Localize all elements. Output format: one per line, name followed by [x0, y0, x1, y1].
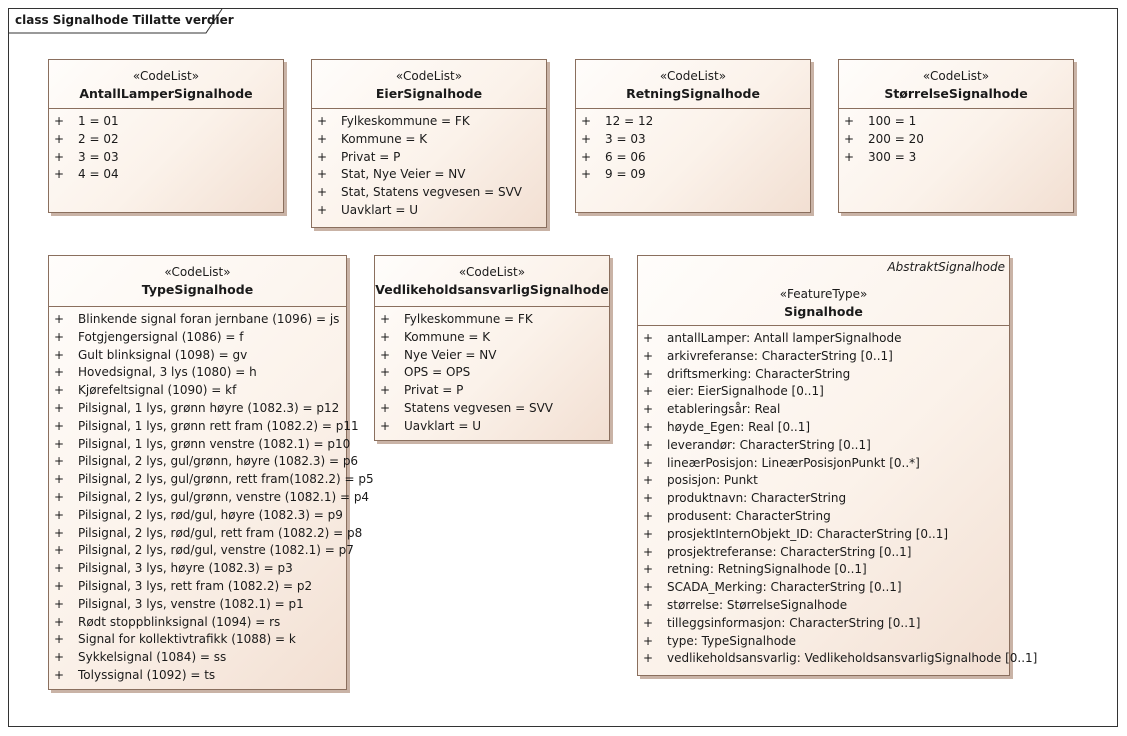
attribute-text: størrelse: StørrelseSignalhode — [667, 597, 848, 612]
visibility-plus: + — [317, 185, 328, 200]
attribute-text: 12 = 12 — [605, 114, 654, 128]
attribute-text: Uavklart = U — [404, 418, 481, 433]
attribute-text: Fylkeskommune = FK — [404, 312, 533, 326]
attribute-item[interactable] — [375, 400, 609, 418]
attribute-item[interactable] — [839, 149, 1073, 167]
visibility-plus: + — [380, 329, 391, 344]
visibility-plus: + — [380, 365, 391, 380]
attribute-item[interactable] — [576, 149, 810, 167]
class-name: StørrelseSignalhode — [884, 86, 1028, 101]
visibility-plus: + — [317, 114, 328, 128]
attribute-item[interactable] — [638, 508, 1009, 526]
attribute-item[interactable] — [638, 615, 1009, 633]
visibility-plus: + — [643, 580, 654, 595]
attribute-item[interactable] — [49, 525, 363, 543]
attribute-item[interactable] — [49, 471, 374, 489]
attribute-text: Statens vegvesen = SVV — [404, 400, 553, 415]
attribute-text: Pilsignal, 3 lys, venstre (1082.1) = p1 — [78, 596, 304, 611]
visibility-plus: + — [643, 455, 654, 470]
attribute-text: Pilsignal, 3 lys, rett fram (1082.2) = p2 — [78, 578, 313, 593]
class-name: Signalhode — [784, 304, 863, 319]
attribute-text: Tolyssignal (1092) = ts — [78, 667, 216, 682]
visibility-plus: + — [643, 331, 654, 345]
attribute-text: antallLamper: Antall lamperSignalhode — [667, 331, 902, 345]
attribute-item[interactable] — [49, 166, 283, 184]
attribute-text: leverandør: CharacterString [0..1] — [667, 437, 871, 452]
visibility-plus: + — [54, 596, 65, 611]
attribute-list — [839, 109, 1073, 166]
attribute-item[interactable] — [839, 113, 1073, 131]
visibility-plus: + — [54, 578, 65, 593]
attribute-item[interactable] — [638, 490, 1009, 508]
attribute-text: prosjektInternObjekt_ID: CharacterString [0..1] — [667, 526, 949, 541]
attribute-list — [375, 307, 609, 436]
attribute-text: Pilsignal, 1 lys, grønn høyre (1082.3) = p12 — [78, 400, 340, 415]
attribute-item[interactable] — [49, 631, 346, 649]
class-header — [576, 60, 810, 109]
attribute-item[interactable] — [49, 596, 346, 614]
visibility-plus: + — [844, 149, 855, 164]
stereotype-label: «CodeList» — [659, 69, 727, 83]
attribute-text: Pilsignal, 2 lys, rød/gul, venstre (1082.1) = p7 — [78, 543, 354, 558]
attribute-text: OPS = OPS — [404, 365, 471, 380]
visibility-plus: + — [54, 329, 65, 344]
attribute-text: Stat, Statens vegvesen = SVV — [341, 185, 522, 200]
visibility-plus: + — [581, 131, 592, 146]
attribute-item[interactable] — [375, 364, 609, 382]
attribute-item[interactable] — [49, 578, 346, 596]
attribute-text: Pilsignal, 1 lys, grønn rett fram (1082.2) = p11 — [78, 418, 359, 433]
attribute-text: Signal for kollektivtrafikk (1088) = k — [78, 632, 296, 647]
visibility-plus: + — [643, 544, 654, 559]
attribute-item[interactable] — [576, 131, 810, 149]
visibility-plus: + — [380, 312, 391, 326]
attribute-item[interactable] — [638, 597, 1009, 615]
visibility-plus: + — [643, 419, 654, 434]
attribute-item[interactable] — [49, 418, 359, 436]
attribute-item[interactable] — [49, 507, 346, 525]
visibility-plus: + — [54, 418, 65, 433]
attribute-item[interactable] — [49, 667, 346, 685]
attribute-list — [49, 307, 374, 685]
attribute-item[interactable] — [638, 650, 1038, 668]
attribute-item[interactable] — [576, 113, 810, 131]
attribute-item[interactable] — [638, 419, 1009, 437]
visibility-plus: + — [581, 167, 592, 182]
attribute-text: Rødt stoppblinksignal (1094) = rs — [78, 614, 281, 629]
visibility-plus: + — [643, 366, 654, 381]
visibility-plus: + — [54, 472, 65, 487]
attribute-text: Pilsignal, 2 lys, gul/grønn, rett fram(1082.2) = p5 — [78, 472, 374, 487]
attribute-text: posisjon: Punkt — [667, 473, 758, 488]
visibility-plus: + — [643, 473, 654, 488]
attribute-text: SCADA_Merking: CharacterString [0..1] — [667, 580, 902, 595]
attribute-text: Pilsignal, 3 lys, høyre (1082.3) = p3 — [78, 561, 293, 576]
attribute-item[interactable] — [49, 453, 359, 471]
visibility-plus: + — [317, 149, 328, 164]
attribute-item[interactable] — [49, 614, 346, 632]
attribute-item[interactable] — [312, 166, 546, 184]
attribute-text: retning: RetningSignalhode [0..1] — [667, 562, 867, 577]
visibility-plus: + — [54, 667, 65, 682]
attribute-item[interactable] — [49, 436, 351, 454]
attribute-text: eier: EierSignalhode [0..1] — [667, 384, 824, 399]
visibility-plus: + — [54, 149, 65, 164]
attribute-text: Pilsignal, 2 lys, gul/grønn, venstre (1082.1) = p4 — [78, 489, 370, 504]
visibility-plus: + — [54, 543, 65, 558]
class-header — [375, 256, 609, 307]
attribute-text: Hovedsignal, 3 lys (1080) = h — [78, 365, 257, 380]
attribute-text: Pilsignal, 2 lys, gul/grønn, høyre (1082.3) = p6 — [78, 454, 359, 469]
attribute-text: 1 = 01 — [78, 114, 119, 128]
attribute-item[interactable] — [49, 364, 346, 382]
visibility-plus: + — [643, 437, 654, 452]
visibility-plus: + — [54, 400, 65, 415]
stereotype-label: «CodeList» — [132, 69, 200, 83]
class-header — [49, 256, 346, 307]
attribute-text: Pilsignal, 2 lys, rød/gul, rett fram (1082.2) = p8 — [78, 525, 363, 540]
attribute-text: Uavklart = U — [341, 202, 418, 217]
attribute-item[interactable] — [312, 131, 546, 149]
attribute-text: produsent: CharacterString — [667, 508, 831, 523]
attribute-text: 6 = 06 — [605, 149, 646, 164]
visibility-plus: + — [643, 562, 654, 577]
attribute-text: Fylkeskommune = FK — [341, 114, 470, 128]
visibility-plus: + — [844, 131, 855, 146]
attribute-text: produktnavn: CharacterString — [667, 491, 847, 506]
attribute-item[interactable] — [576, 166, 810, 184]
attribute-item[interactable] — [49, 311, 346, 329]
class-header — [49, 60, 283, 109]
attribute-item[interactable] — [638, 579, 1009, 597]
attribute-item[interactable] — [49, 542, 354, 560]
attribute-text: 200 = 20 — [868, 131, 924, 146]
visibility-plus: + — [54, 454, 65, 469]
attribute-text: prosjektreferanse: CharacterString [0..1] — [667, 544, 912, 559]
visibility-plus: + — [317, 202, 328, 217]
class-vedlikeholdsansvarlig-signalhode[interactable] — [374, 255, 610, 441]
attribute-text: 9 = 09 — [605, 167, 646, 182]
abstract-parent-label: AbstraktSignalhode — [887, 260, 1005, 274]
attribute-item[interactable] — [49, 149, 283, 167]
attribute-item[interactable] — [49, 560, 346, 578]
class-antall-lamper-signalhode[interactable] — [48, 59, 284, 213]
visibility-plus: + — [581, 114, 592, 128]
visibility-plus: + — [54, 365, 65, 380]
visibility-plus: + — [54, 507, 65, 522]
attribute-text: 3 = 03 — [605, 131, 646, 146]
visibility-plus: + — [844, 114, 855, 128]
attribute-text: etableringsår: Real — [667, 402, 781, 417]
class-name: VedlikeholdsansvarligSignalhode — [375, 282, 609, 297]
class-name: EierSignalhode — [375, 86, 483, 101]
visibility-plus: + — [643, 526, 654, 541]
attribute-text: type: TypeSignalhode — [667, 633, 797, 648]
visibility-plus: + — [54, 632, 65, 647]
attribute-item[interactable] — [638, 472, 1009, 490]
attribute-text: lineærPosisjon: LineærPosisjonPunkt [0..*] — [667, 455, 920, 470]
visibility-plus: + — [380, 400, 391, 415]
visibility-plus: + — [317, 131, 328, 146]
attribute-item[interactable] — [638, 366, 1009, 384]
attribute-item[interactable] — [312, 184, 546, 202]
attribute-text: Nye Veier = NV — [404, 347, 497, 362]
attribute-item[interactable] — [312, 202, 546, 220]
attribute-text: tilleggsinformasjon: CharacterString [0..1] — [667, 615, 921, 630]
attribute-list — [49, 109, 283, 184]
class-eier-signalhode[interactable] — [311, 59, 547, 228]
visibility-plus: + — [643, 402, 654, 417]
visibility-plus: + — [643, 491, 654, 506]
class-type-signalhode[interactable] — [48, 255, 374, 690]
class-header — [638, 256, 1009, 326]
attribute-item[interactable] — [638, 348, 1009, 366]
attribute-text: Sykkelsignal (1084) = ss — [78, 650, 227, 665]
attribute-text: Kjørefeltsignal (1090) = kf — [78, 383, 237, 398]
attribute-text: Privat = P — [341, 149, 401, 164]
attribute-item[interactable] — [49, 131, 283, 149]
visibility-plus: + — [54, 383, 65, 398]
attribute-item[interactable] — [375, 418, 609, 436]
attribute-item[interactable] — [638, 526, 1009, 544]
attribute-item[interactable] — [312, 113, 546, 131]
visibility-plus: + — [643, 597, 654, 612]
attribute-item[interactable] — [49, 649, 346, 667]
attribute-item[interactable] — [49, 113, 283, 131]
stereotype-label: «CodeList» — [395, 69, 463, 83]
visibility-plus: + — [643, 651, 654, 666]
class-signalhode[interactable] — [637, 255, 1038, 676]
visibility-plus: + — [54, 312, 65, 326]
attribute-text: 300 = 3 — [868, 149, 917, 164]
visibility-plus: + — [54, 614, 65, 629]
attribute-text: Stat, Nye Veier = NV — [341, 167, 466, 182]
attribute-text: 2 = 02 — [78, 131, 119, 146]
attribute-item[interactable] — [375, 311, 609, 329]
visibility-plus: + — [317, 167, 328, 182]
attribute-item[interactable] — [49, 489, 370, 507]
attribute-item[interactable] — [312, 149, 546, 167]
visibility-plus: + — [54, 561, 65, 576]
attribute-text: Blinkende signal foran jernbane (1096) = js — [78, 312, 340, 326]
visibility-plus: + — [54, 489, 65, 504]
attribute-item[interactable] — [638, 401, 1009, 419]
visibility-plus: + — [380, 418, 391, 433]
attribute-list — [576, 109, 810, 184]
attribute-list — [638, 326, 1038, 668]
attribute-text: Kommune = K — [404, 329, 491, 344]
visibility-plus: + — [643, 348, 654, 363]
visibility-plus: + — [54, 114, 65, 128]
attribute-item[interactable] — [49, 329, 346, 347]
class-storrelse-signalhode[interactable] — [838, 59, 1074, 213]
class-name: RetningSignalhode — [626, 86, 760, 101]
attribute-item[interactable] — [49, 347, 346, 365]
class-name: TypeSignalhode — [141, 282, 254, 297]
visibility-plus: + — [643, 615, 654, 630]
visibility-plus: + — [643, 633, 654, 648]
attribute-item[interactable] — [638, 330, 1009, 348]
attribute-text: Pilsignal, 1 lys, grønn venstre (1082.1) = p10 — [78, 436, 351, 451]
attribute-item[interactable] — [49, 400, 346, 418]
visibility-plus: + — [54, 167, 65, 182]
stereotype-label: «CodeList» — [164, 265, 231, 279]
attribute-text: arkivreferanse: CharacterString [0..1] — [667, 348, 893, 363]
attribute-item[interactable] — [375, 347, 609, 365]
class-retning-signalhode[interactable] — [575, 59, 811, 213]
attribute-item[interactable] — [638, 544, 1009, 562]
attribute-text: 4 = 04 — [78, 167, 119, 182]
attribute-text: 3 = 03 — [78, 149, 119, 164]
attribute-text: Pilsignal, 2 lys, rød/gul, høyre (1082.3) = p9 — [78, 507, 343, 522]
attribute-item[interactable] — [638, 561, 1009, 579]
class-header — [312, 60, 546, 109]
attribute-list — [312, 109, 546, 220]
diagram-title: class Signalhode Tillatte verdier — [15, 13, 234, 27]
attribute-item[interactable] — [375, 329, 609, 347]
attribute-item[interactable] — [375, 382, 609, 400]
attribute-item[interactable] — [638, 633, 1009, 651]
stereotype-label: «CodeList» — [458, 265, 526, 279]
visibility-plus: + — [54, 650, 65, 665]
class-header — [839, 60, 1073, 109]
visibility-plus: + — [380, 347, 391, 362]
visibility-plus: + — [54, 436, 65, 451]
attribute-item[interactable] — [49, 382, 346, 400]
attribute-item[interactable] — [638, 437, 1009, 455]
attribute-text: 100 = 1 — [868, 114, 917, 128]
visibility-plus: + — [643, 384, 654, 399]
visibility-plus: + — [54, 347, 65, 362]
visibility-plus: + — [643, 508, 654, 523]
attribute-item[interactable] — [638, 455, 1009, 473]
attribute-item[interactable] — [839, 131, 1073, 149]
attribute-text: Gult blinksignal (1098) = gv — [78, 347, 248, 362]
visibility-plus: + — [54, 131, 65, 146]
attribute-text: Privat = P — [404, 383, 464, 398]
attribute-item[interactable] — [638, 383, 1009, 401]
attribute-text: Fotgjengersignal (1086) = f — [78, 329, 244, 344]
visibility-plus: + — [380, 383, 391, 398]
class-name: AntallLamperSignalhode — [79, 86, 253, 101]
attribute-text: driftsmerking: CharacterString — [667, 366, 851, 381]
visibility-plus: + — [54, 525, 65, 540]
attribute-text: høyde_Egen: Real [0..1] — [667, 419, 811, 434]
attribute-text: Kommune = K — [341, 131, 428, 146]
attribute-text: vedlikeholdsansvarlig: VedlikeholdsansvarligSignalhode [0..1] — [667, 651, 1038, 666]
visibility-plus: + — [581, 149, 592, 164]
stereotype-label: «CodeList» — [922, 69, 990, 83]
stereotype-label: «FeatureType» — [779, 287, 868, 301]
